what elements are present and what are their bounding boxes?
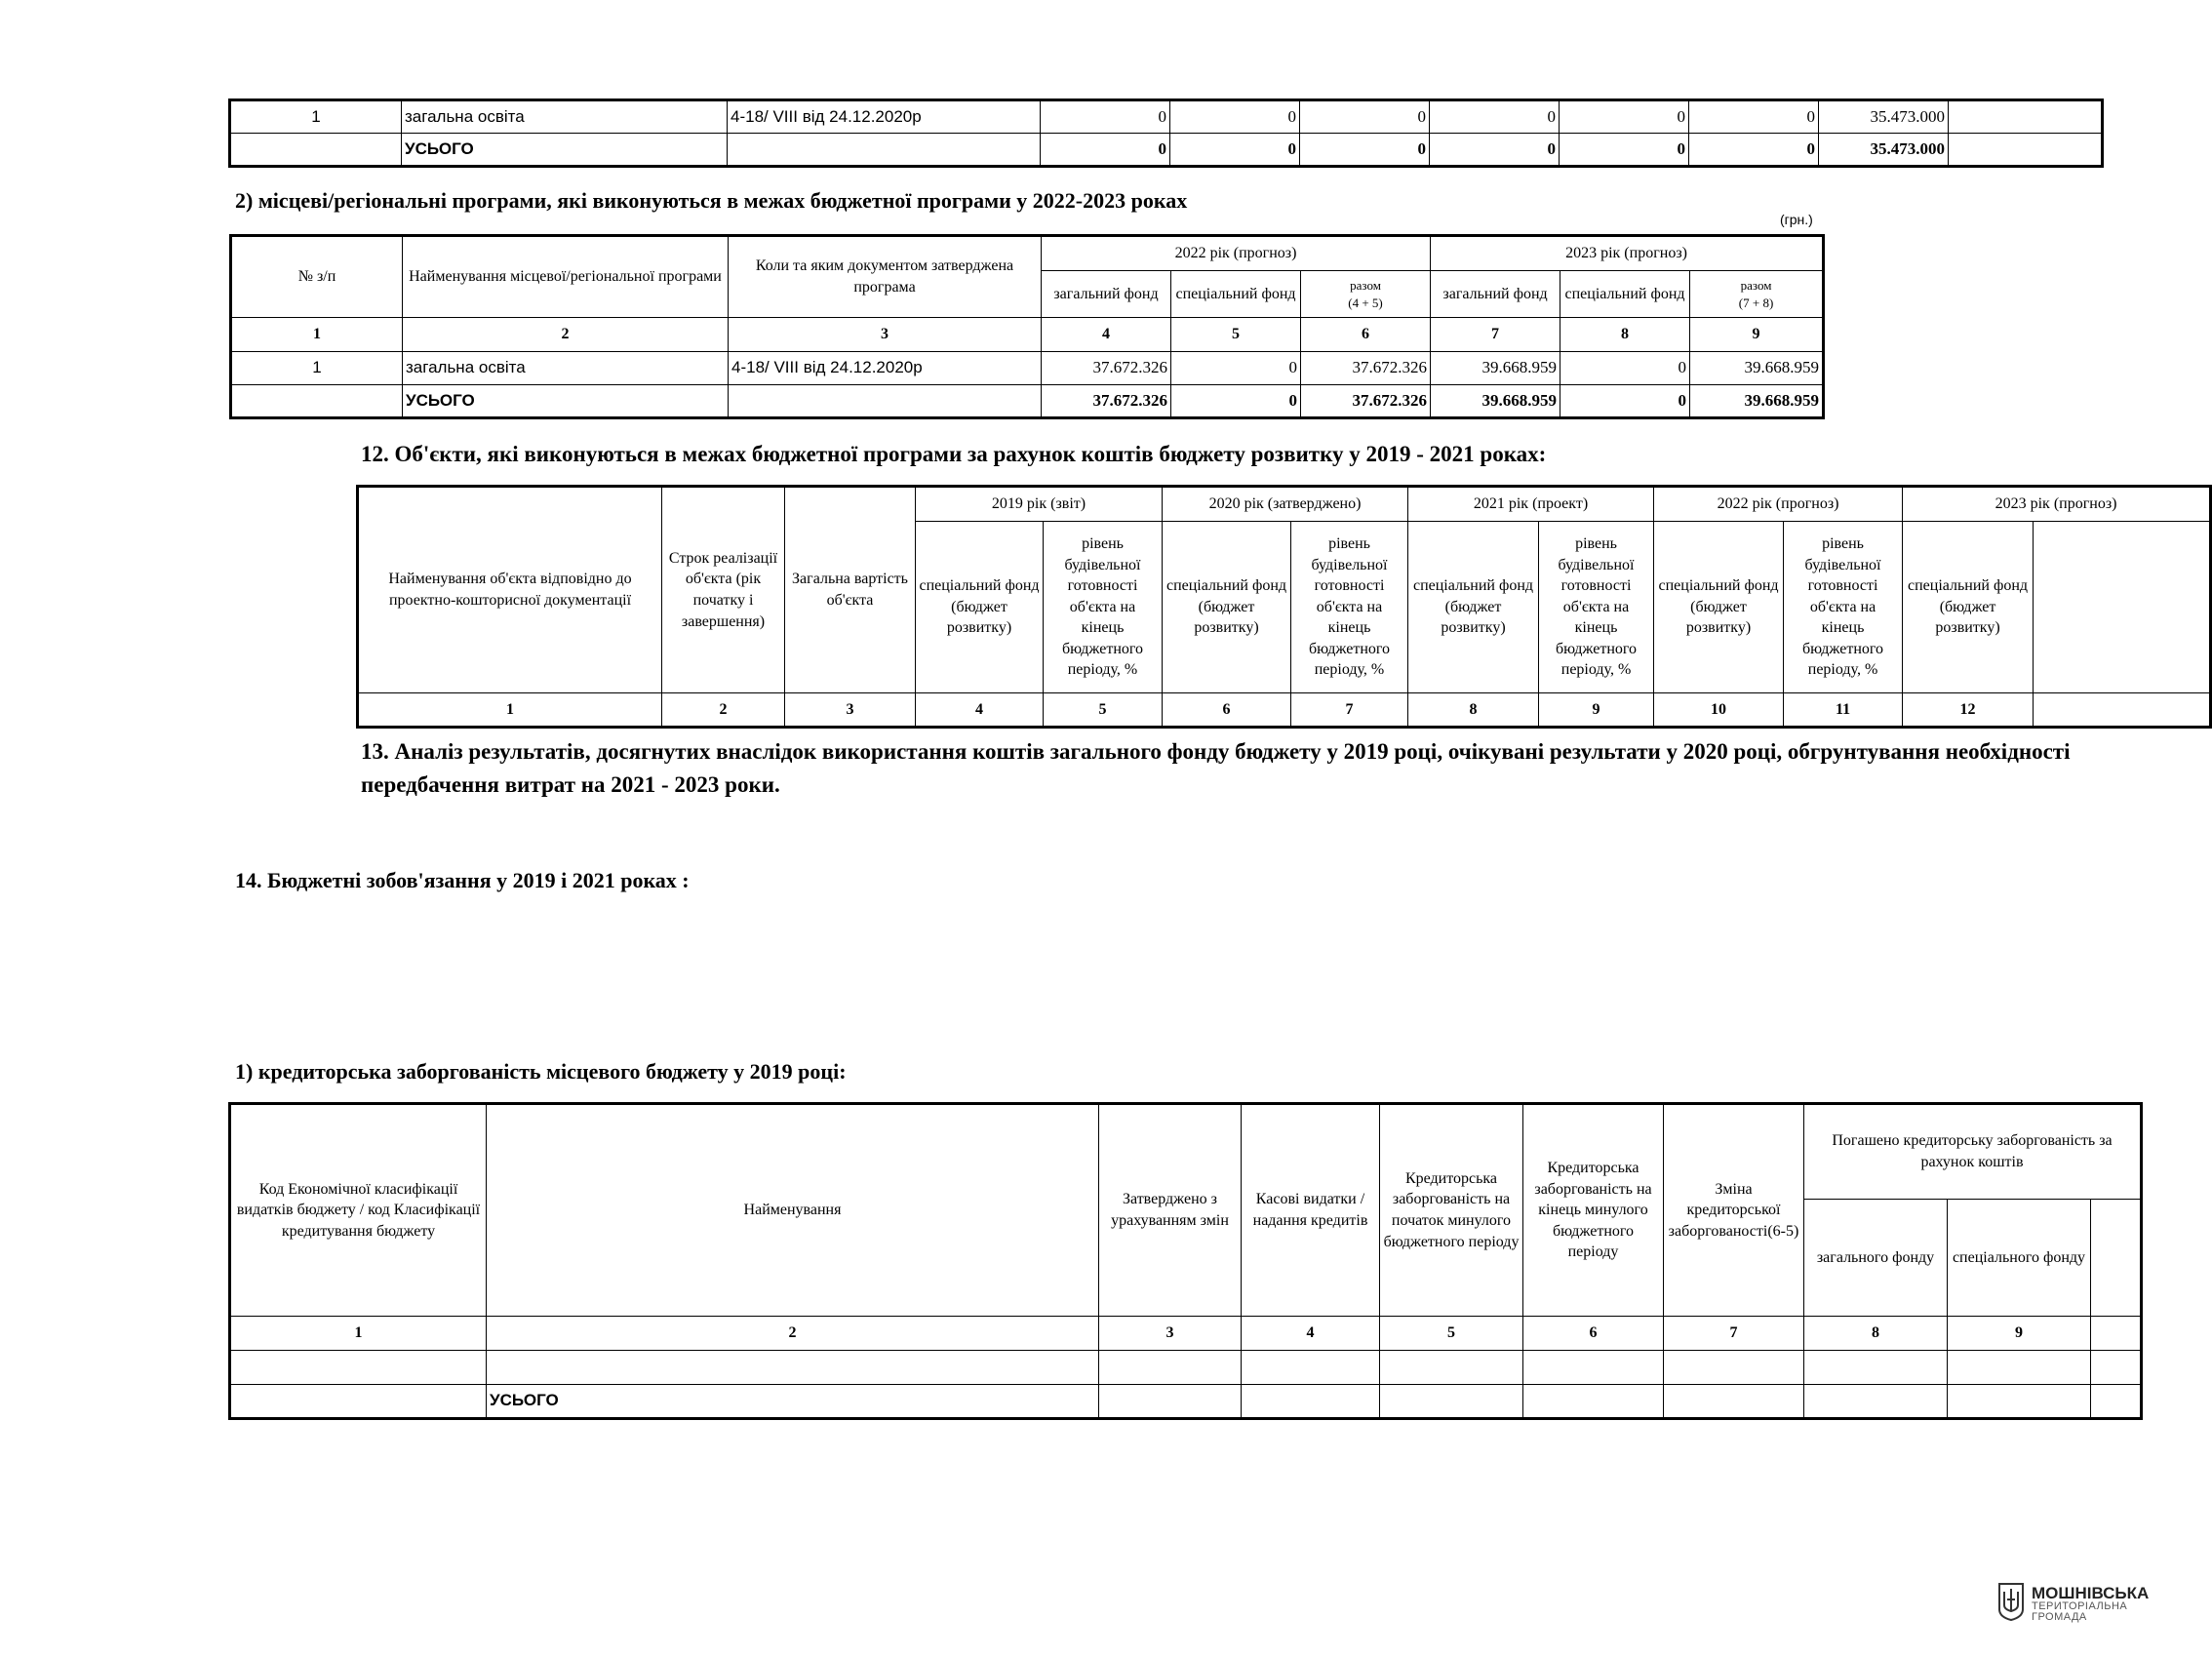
header-year-2022: 2022 рік (прогноз) — [1654, 487, 1903, 522]
total-value: 0 — [1171, 385, 1301, 418]
value-cell: 39.668.959 — [1690, 352, 1824, 385]
empty-cell — [487, 1351, 1099, 1385]
empty-cell — [1242, 1385, 1380, 1419]
column-number: 1 — [231, 318, 403, 352]
column-number: 8 — [1560, 318, 1690, 352]
header-special-fund: спеціальний фонд (бюджет розвитку) — [1654, 522, 1784, 693]
section-13-line-2: передбачення витрат на 2021 - 2023 роки. — [361, 772, 780, 797]
column-number: 5 — [1380, 1317, 1523, 1351]
table-row-total — [230, 134, 2103, 167]
column-number: 8 — [1408, 693, 1539, 728]
value-cell: 39.668.959 — [1431, 352, 1560, 385]
column-number: 3 — [785, 693, 916, 728]
header-general-fund: загальний фонд — [1431, 271, 1560, 318]
total-value: 0 — [1041, 134, 1170, 167]
objects-table — [356, 485, 2212, 729]
empty-cell — [231, 385, 403, 418]
empty-cell — [1523, 1351, 1664, 1385]
header-special-fund: спеціальний фонд — [1560, 271, 1690, 318]
program-document: 4-18/ VIII від 24.12.2020р — [728, 100, 1041, 134]
table-row — [230, 1351, 2142, 1385]
row-number: 1 — [230, 100, 402, 134]
section-12-heading: 12. Об'єкти, які виконуються в межах бюджетної програми за рахунок коштів бюджету розвитку у 2019 - 2021 роках: — [361, 442, 1547, 466]
header-year-2023: 2023 рік (прогноз) — [1903, 487, 2211, 522]
column-number: 9 — [1539, 693, 1654, 728]
column-number: 4 — [916, 693, 1044, 728]
header-general-fund: загальний фонд — [1042, 271, 1171, 318]
total-value: 0 — [1560, 385, 1690, 418]
value-cell: 0 — [1560, 352, 1690, 385]
empty-cell — [2034, 693, 2211, 728]
units-label: (грн.) — [1780, 212, 1813, 227]
program-name: загальна освіта — [402, 100, 728, 134]
empty-cell — [230, 134, 402, 167]
program-document: 4-18/ VIII від 24.12.2020р — [729, 352, 1042, 385]
total-value: 0 — [1170, 134, 1300, 167]
empty-cell — [230, 1351, 487, 1385]
column-number: 1 — [230, 1317, 487, 1351]
value-cell: 37.672.326 — [1042, 352, 1171, 385]
community-logo — [1996, 1582, 2149, 1626]
column-number: 4 — [1042, 318, 1171, 352]
table-row — [230, 100, 2103, 134]
header-term: Строк реалізації об'єкта (рік початку і завершення) — [662, 487, 785, 693]
column-number: 8 — [1804, 1317, 1948, 1351]
column-number-row — [358, 693, 2211, 728]
column-number: 4 — [1242, 1317, 1380, 1351]
header-special-fund: спеціального фонду — [1948, 1200, 2091, 1317]
empty-cell — [1523, 1385, 1664, 1419]
value-cell: 0 — [1171, 352, 1301, 385]
section-1-heading: 1) кредиторська заборгованість місцевого бюджету у 2019 році: — [235, 1059, 847, 1084]
empty-cell — [2091, 1317, 2142, 1351]
top-table — [228, 99, 2104, 168]
value-cell: 0 — [1689, 100, 1819, 134]
empty-cell — [1099, 1351, 1242, 1385]
empty-cell — [1242, 1351, 1380, 1385]
total-label: УСЬОГО — [487, 1385, 1099, 1419]
header-repaid: Погашено кредиторську заборгованість за рахунок коштів — [1804, 1104, 2142, 1200]
header-total — [1690, 271, 1824, 318]
section-14-heading: 14. Бюджетні зобов'язання у 2019 і 2021 роках : — [235, 868, 690, 892]
header-year-2019: 2019 рік (звіт) — [916, 487, 1163, 522]
total-value: 35.473.000 — [1819, 134, 1949, 167]
header-object-name: Найменування об'єкта відповідно до проектно-кошторисної документації — [358, 487, 662, 693]
empty-cell — [1099, 1385, 1242, 1419]
column-number: 5 — [1171, 318, 1301, 352]
header-row — [231, 236, 1824, 271]
header-total-formula: (4 + 5) — [1348, 295, 1383, 310]
empty-cell — [729, 385, 1042, 418]
empty-cell — [1948, 1385, 2091, 1419]
top-table-region — [228, 99, 2034, 173]
empty-cell — [1664, 1385, 1804, 1419]
value-cell: 0 — [1300, 100, 1430, 134]
header-year-2023: 2023 рік (прогноз) — [1431, 236, 1824, 271]
value-cell: 0 — [1170, 100, 1300, 134]
row-number: 1 — [231, 352, 403, 385]
column-number: 1 — [358, 693, 662, 728]
total-label: УСЬОГО — [403, 385, 729, 418]
column-number: 7 — [1664, 1317, 1804, 1351]
total-value: 0 — [1560, 134, 1689, 167]
empty-cell — [1804, 1385, 1948, 1419]
column-number: 6 — [1163, 693, 1291, 728]
section-13-region — [361, 739, 2071, 817]
table-row-total — [231, 385, 1824, 418]
header-special-fund: спеціальний фонд (бюджет розвитку) — [1408, 522, 1539, 693]
total-value: 0 — [1430, 134, 1560, 167]
value-cell: 0 — [1041, 100, 1170, 134]
value-cell: 35.473.000 — [1819, 100, 1949, 134]
local-programs-table — [229, 234, 1825, 419]
header-number: № з/п — [231, 236, 403, 318]
empty-cell — [728, 134, 1041, 167]
header-readiness: рівень будівельної готовності об'єкта на кінець бюджетного періоду, % — [1044, 522, 1163, 693]
empty-cell — [1948, 1351, 2091, 1385]
total-value: 0 — [1689, 134, 1819, 167]
header-readiness: рівень будівельної готовності об'єкта на кінець бюджетного періоду, % — [1539, 522, 1654, 693]
logo-line-3: ГРОМАДА — [2032, 1611, 2087, 1623]
total-value: 37.672.326 — [1042, 385, 1171, 418]
column-number: 2 — [403, 318, 729, 352]
column-number: 7 — [1291, 693, 1408, 728]
column-number: 9 — [1690, 318, 1824, 352]
column-number: 2 — [662, 693, 785, 728]
header-special-fund: спеціальний фонд — [1171, 271, 1301, 318]
header-total-label: разом — [1350, 277, 1381, 293]
payables-table-region — [228, 1102, 2113, 1421]
table-row — [231, 352, 1824, 385]
header-year-2022: 2022 рік (прогноз) — [1042, 236, 1431, 271]
empty-cell — [230, 1385, 487, 1419]
total-value: 37.672.326 — [1301, 385, 1431, 418]
header-general-fund: загального фонду — [1804, 1200, 1948, 1317]
table-row-total — [230, 1385, 2142, 1419]
total-value: 39.668.959 — [1690, 385, 1824, 418]
header-code: Код Економічної класифікації видатків бюджету / код Класифікації кредитування бюджету — [230, 1104, 487, 1317]
header-cost: Загальна вартість об'єкта — [785, 487, 916, 693]
total-value: 0 — [1300, 134, 1430, 167]
header-row — [358, 487, 2211, 522]
header-special-fund: спеціальний фонд (бюджет розвитку) — [916, 522, 1044, 693]
column-number-row — [230, 1317, 2142, 1351]
program-name: загальна освіта — [403, 352, 729, 385]
empty-cell — [1949, 134, 2103, 167]
empty-cell — [2091, 1200, 2142, 1317]
header-cash: Касові видатки / надання кредитів — [1242, 1104, 1380, 1317]
section-13-line-1: 13. Аналіз результатів, досягнутих внаслідок використання коштів загального фонду бюджету у 2019 році, очікувані результати у 2020 році, обгрунтування необхідності — [361, 739, 2071, 764]
column-number: 9 — [1948, 1317, 2091, 1351]
header-year-2021: 2021 рік (проект) — [1408, 487, 1654, 522]
column-number: 10 — [1654, 693, 1784, 728]
section-2-heading: 2) місцеві/регіональні програми, які виконуються в межах бюджетної програми у 2022-2023 роках — [235, 188, 1188, 213]
header-name: Найменування — [487, 1104, 1099, 1317]
column-number: 6 — [1301, 318, 1431, 352]
total-label: УСЬОГО — [402, 134, 728, 167]
column-number: 12 — [1903, 693, 2034, 728]
logo-line-1: МОШНІВСЬКА — [2032, 1584, 2150, 1602]
value-cell: 0 — [1430, 100, 1560, 134]
empty-cell — [1949, 100, 2103, 134]
header-row — [230, 1104, 2142, 1200]
empty-cell — [1664, 1351, 1804, 1385]
column-number-row — [231, 318, 1824, 352]
column-number: 6 — [1523, 1317, 1664, 1351]
header-special-fund: спеціальний фонд (бюджет розвитку) — [1903, 522, 2034, 693]
column-number: 2 — [487, 1317, 1099, 1351]
header-program-name: Найменування місцевої/регіональної програми — [403, 236, 729, 318]
logo-line-2: ТЕРИТОРІАЛЬНА — [2032, 1600, 2128, 1612]
total-value: 39.668.959 — [1431, 385, 1560, 418]
column-number: 5 — [1044, 693, 1163, 728]
empty-cell — [1380, 1385, 1523, 1419]
header-total-label: разом — [1740, 277, 1772, 293]
header-debt-start: Кредиторська заборгованість на початок минулого бюджетного періоду — [1380, 1104, 1523, 1317]
header-year-2020: 2020 рік (затверджено) — [1163, 487, 1408, 522]
empty-cell — [2091, 1385, 2142, 1419]
empty-cell — [2091, 1351, 2142, 1385]
header-document: Коли та яким документом затверджена програма — [729, 236, 1042, 318]
header-change: Зміна кредиторської заборгованості(6-5) — [1664, 1104, 1804, 1317]
header-total-formula: (7 + 8) — [1738, 295, 1774, 310]
header-approved: Затверджено з урахуванням змін — [1099, 1104, 1242, 1317]
header-readiness: рівень будівельної готовності об'єкта на кінець бюджетного періоду, % — [1291, 522, 1408, 693]
column-number: 3 — [1099, 1317, 1242, 1351]
empty-cell — [1380, 1351, 1523, 1385]
empty-cell — [1804, 1351, 1948, 1385]
header-debt-end: Кредиторська заборгованість на кінець минулого бюджетного періоду — [1523, 1104, 1664, 1317]
column-number: 11 — [1784, 693, 1903, 728]
logo-text — [2032, 1585, 2149, 1623]
empty-cell — [2034, 522, 2211, 693]
column-number: 3 — [729, 318, 1042, 352]
header-special-fund: спеціальний фонд (бюджет розвитку) — [1163, 522, 1291, 693]
header-readiness: рівень будівельної готовності об'єкта на кінець бюджетного періоду, % — [1784, 522, 1903, 693]
value-cell: 37.672.326 — [1301, 352, 1431, 385]
column-number: 7 — [1431, 318, 1560, 352]
objects-table-region — [356, 485, 2117, 731]
header-total — [1301, 271, 1431, 318]
trident-icon — [1996, 1582, 2026, 1626]
payables-table — [228, 1102, 2143, 1420]
value-cell: 0 — [1560, 100, 1689, 134]
